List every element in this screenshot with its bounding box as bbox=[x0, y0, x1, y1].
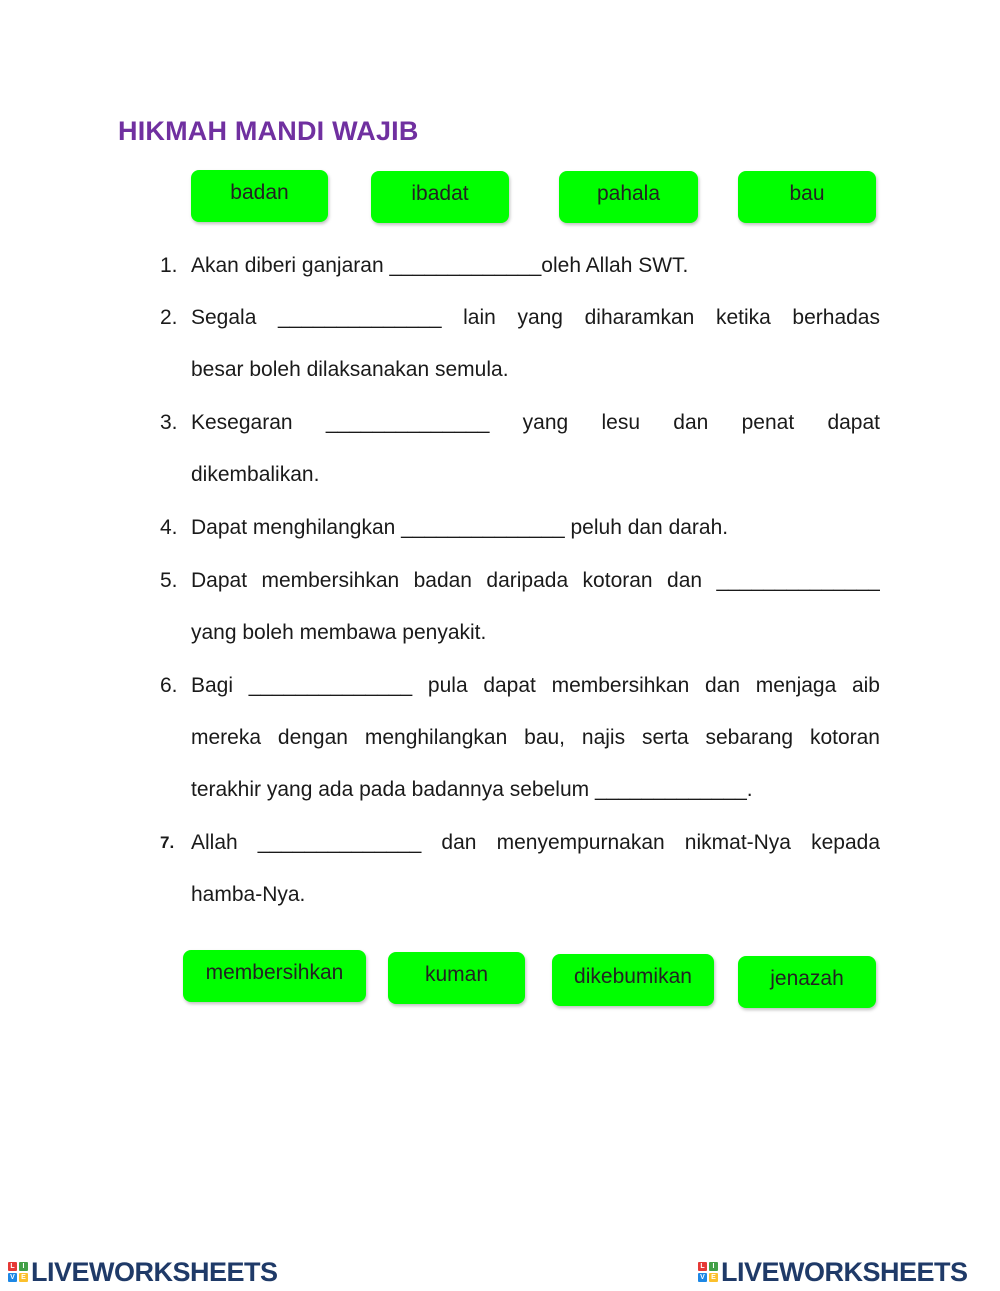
question-text: terakhir yang ada pada badannya sebelum _____________. bbox=[191, 778, 753, 801]
question-text: besar boleh dilaksanakan semula. bbox=[191, 358, 509, 381]
footer-logo-right bbox=[698, 1256, 968, 1288]
logo-tile: E bbox=[19, 1273, 28, 1282]
logo-tile: L bbox=[698, 1262, 707, 1271]
question-6 bbox=[160, 660, 880, 816]
word-chip-kuman[interactable]: kuman bbox=[388, 952, 525, 1004]
question-number: 5. bbox=[160, 569, 178, 592]
word-chip-bau[interactable]: bau bbox=[738, 171, 876, 223]
question-text: hamba-Nya. bbox=[191, 883, 306, 906]
question-1 bbox=[160, 240, 880, 292]
brand-name: LIVEWORKSHEETS bbox=[31, 1256, 278, 1287]
question-number: 6. bbox=[160, 674, 178, 697]
liveworksheets-logo-icon bbox=[8, 1262, 28, 1282]
worksheet-title: HIKMAH MANDI WAJIB bbox=[118, 116, 419, 146]
question-text: Segala ______________ lain yang diharamkan ketika berhadas bbox=[191, 306, 880, 329]
question-number: 4. bbox=[160, 516, 178, 539]
question-text: Akan diberi ganjaran _____________oleh Allah SWT. bbox=[191, 254, 689, 277]
logo-tile: E bbox=[709, 1273, 718, 1282]
question-text: Dapat membersihkan badan daripada kotoran dan ______________ bbox=[191, 569, 880, 592]
logo-tile: I bbox=[709, 1262, 718, 1271]
question-number: 1. bbox=[160, 254, 178, 277]
question-text: Kesegaran ______________ yang lesu dan penat dapat bbox=[191, 411, 880, 434]
word-chip-ibadat[interactable]: ibadat bbox=[371, 171, 509, 223]
question-text: mereka dengan menghilangkan bau, najis serta sebarang kotoran bbox=[191, 726, 880, 749]
word-chip-pahala[interactable]: pahala bbox=[559, 171, 698, 223]
question-text: Allah ______________ dan menyempurnakan nikmat-Nya kepada bbox=[191, 831, 880, 854]
question-3 bbox=[160, 397, 880, 501]
question-text: yang boleh membawa penyakit. bbox=[191, 621, 487, 644]
question-5 bbox=[160, 555, 880, 659]
question-2 bbox=[160, 292, 880, 396]
logo-tile: L bbox=[8, 1262, 17, 1271]
word-chip-badan[interactable]: badan bbox=[191, 170, 328, 222]
question-text: dikembalikan. bbox=[191, 463, 320, 486]
footer-logo-left bbox=[8, 1256, 278, 1288]
word-chip-membersihkan[interactable]: membersihkan bbox=[183, 950, 366, 1002]
question-number: 3. bbox=[160, 411, 178, 434]
question-number: 7. bbox=[160, 833, 175, 852]
question-7 bbox=[160, 817, 880, 921]
word-chip-dikebumikan[interactable]: dikebumikan bbox=[552, 954, 714, 1006]
logo-tile: V bbox=[698, 1273, 707, 1282]
question-4 bbox=[160, 502, 880, 554]
question-text: Bagi ______________ pula dapat membersihkan dan menjaga aib bbox=[191, 674, 880, 697]
liveworksheets-logo-icon bbox=[698, 1262, 718, 1282]
question-text: Dapat menghilangkan ______________ peluh dan darah. bbox=[191, 516, 729, 539]
logo-tile: I bbox=[19, 1262, 28, 1271]
question-number: 2. bbox=[160, 306, 178, 329]
logo-tile: V bbox=[8, 1273, 17, 1282]
brand-name: LIVEWORKSHEETS bbox=[721, 1256, 968, 1287]
word-chip-jenazah[interactable]: jenazah bbox=[738, 956, 876, 1008]
